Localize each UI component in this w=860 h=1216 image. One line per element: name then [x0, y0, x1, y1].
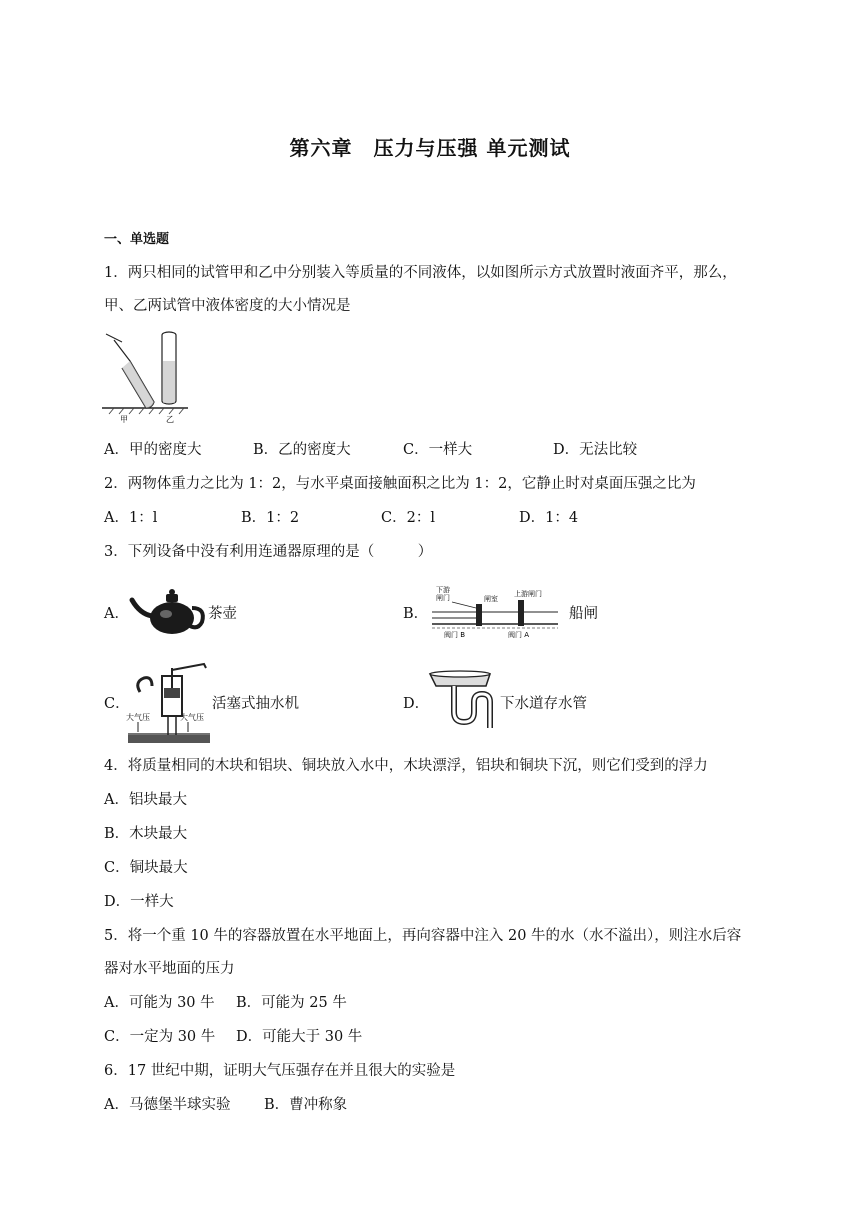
q1-test-tubes-figure: [100, 328, 190, 424]
section-heading: 一、单选题: [104, 232, 170, 247]
q1-fig-label-yi: 乙: [166, 415, 174, 424]
q1-option-a[interactable]: A．甲的密度大: [104, 442, 202, 458]
lock-label-gate: 闸门: [436, 594, 450, 602]
q3-option-d-label[interactable]: 下水道存水管: [500, 696, 587, 712]
teapot-icon: [128, 586, 208, 638]
q2-option-d[interactable]: D．1：4: [519, 510, 579, 526]
q1-option-b[interactable]: B．乙的密度大: [253, 442, 351, 458]
q5-option-c[interactable]: C．一定为 30 牛: [104, 1029, 216, 1045]
q4-stem: 4．将质量相同的木块和铝块、铜块放入水中，木块漂浮，铝块和铜块下沉，则它们受到的浮力: [104, 758, 708, 774]
pump-label-atm-right: 大气压: [180, 713, 204, 722]
q3-option-c-label[interactable]: 活塞式抽水机: [212, 696, 299, 712]
q2-option-a[interactable]: A．1：l: [104, 510, 158, 526]
q3-option-a-label[interactable]: 茶壶: [208, 606, 237, 622]
q5-option-a[interactable]: A．可能为 30 牛: [104, 995, 215, 1011]
q2-option-b[interactable]: B．1：2: [241, 510, 300, 526]
lock-label-chamber: 闸室: [484, 595, 498, 603]
q3-option-b-label[interactable]: 船闸: [569, 606, 598, 622]
q3-option-c-letter[interactable]: C．: [104, 696, 130, 712]
q4-option-a[interactable]: A．铝块最大: [104, 792, 187, 808]
q1-stem-line2: 甲、乙两试管中液体密度的大小情况是: [104, 298, 351, 314]
q4-option-d[interactable]: D．一样大: [104, 894, 174, 910]
drain-trap-figure: [428, 668, 498, 730]
q6-option-a[interactable]: A．马德堡半球实验: [104, 1097, 231, 1113]
lock-label-upstream-gate: 上游闸门: [514, 590, 542, 598]
q3-option-b-letter[interactable]: B．: [403, 606, 429, 622]
q6-option-b[interactable]: B．曹冲称象: [264, 1097, 348, 1113]
lock-label-valve-a: 阀门 A: [508, 631, 530, 639]
q1-stem-line1: 1．两只相同的试管甲和乙中分别装入等质量的不同液体，以如图所示方式放置时液面齐平，那么，: [104, 265, 737, 281]
q3-option-d-letter[interactable]: D．: [403, 696, 430, 712]
page-title: 第六章 压力与压强 单元测试: [289, 136, 571, 160]
q4-option-b[interactable]: B．木块最大: [104, 826, 188, 842]
q2-stem: 2．两物体重力之比为 1：2，与水平桌面接触面积之比为 1：2，它静止时对桌面压强之比为: [104, 476, 696, 492]
q6-stem: 6．17 世纪中期，证明大气压强存在并且很大的实验是: [104, 1063, 456, 1079]
pump-label-atm-left: 大气压: [126, 713, 150, 722]
lock-label-valve-b: 阀门 B: [444, 631, 466, 639]
q1-option-d[interactable]: D．无法比较: [553, 442, 638, 458]
q5-option-b[interactable]: B．可能为 25 牛: [236, 995, 347, 1011]
q4-option-c[interactable]: C．铜块最大: [104, 860, 188, 876]
ship-lock-figure: [432, 584, 562, 642]
q1-option-c[interactable]: C．一样大: [403, 442, 473, 458]
q3-stem: 3．下列设备中没有利用连通器原理的是（ ）: [104, 544, 433, 560]
piston-pump-figure: [126, 662, 212, 746]
q5-stem-line2: 器对水平地面的压力: [104, 961, 235, 977]
q5-option-d[interactable]: D．可能大于 30 牛: [236, 1029, 363, 1045]
q5-stem-line1: 5．将一个重 10 牛的容器放置在水平地面上，再向容器中注入 20 牛的水（水不溢出），则注水后容: [104, 928, 742, 944]
q2-option-c[interactable]: C．2：l: [381, 510, 435, 526]
q3-option-a-letter[interactable]: A．: [104, 606, 129, 622]
lock-label-downstream: 下游: [436, 586, 450, 594]
q1-fig-label-jia: 甲: [120, 415, 128, 424]
